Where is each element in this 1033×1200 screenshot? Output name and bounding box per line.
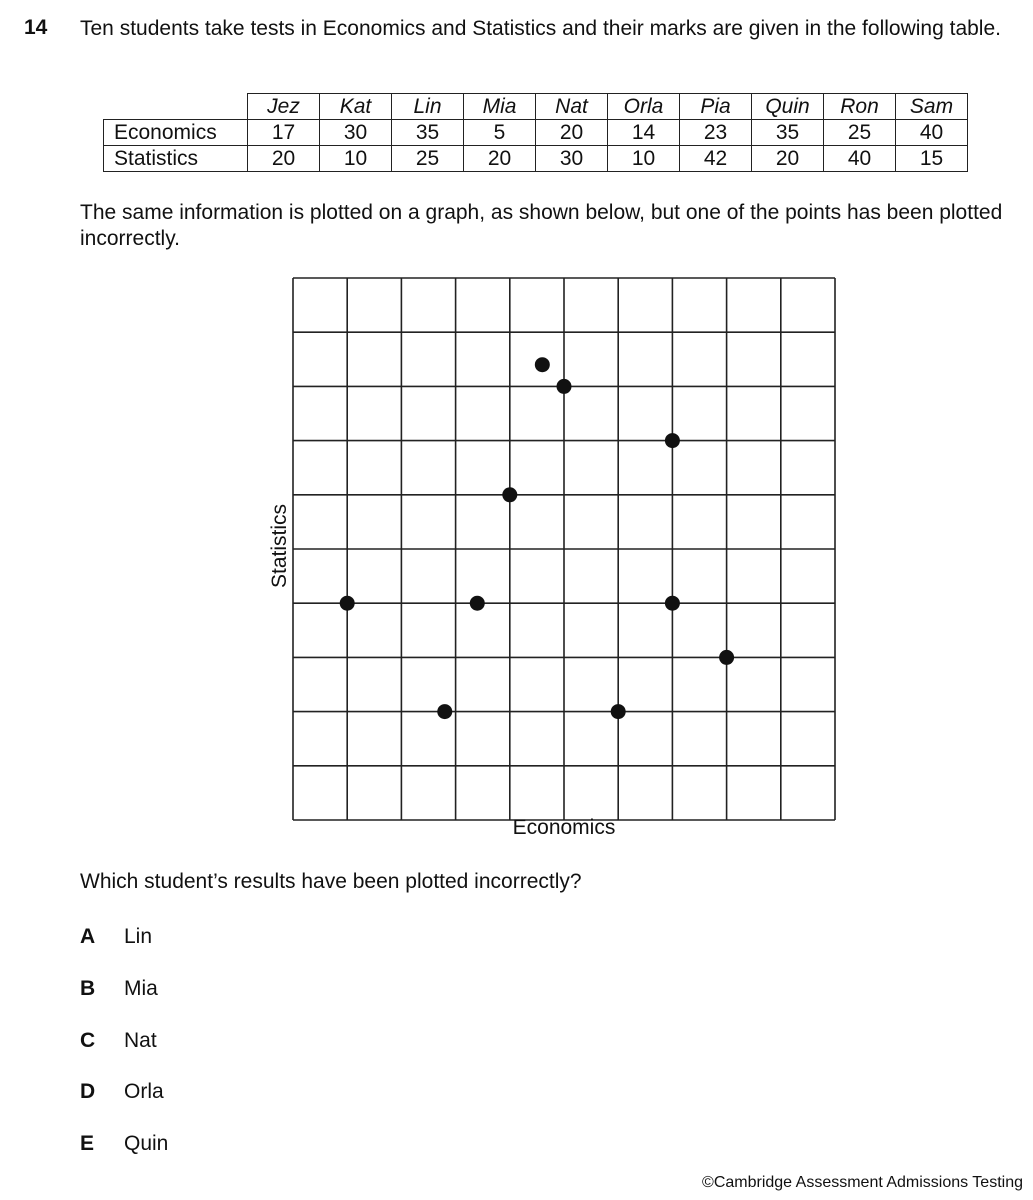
student-name: Ron — [824, 94, 896, 120]
option-letter: C — [80, 1029, 96, 1052]
x-axis-label: Economics — [512, 816, 616, 839]
copyright-notice: ©Cambridge Assessment Admissions Testing — [702, 1174, 1023, 1191]
question-number: 14 — [24, 16, 48, 39]
data-point — [557, 379, 572, 394]
table-cell: 17 — [248, 120, 320, 146]
question-statement: The same information is plotted on a graph, as shown below, but one of the points has been plotted incorrectly. — [80, 201, 1003, 250]
data-point — [611, 704, 626, 719]
row-label: Statistics — [104, 146, 248, 172]
table-cell: 25 — [392, 146, 464, 172]
data-point — [665, 596, 680, 611]
student-name: Jez — [248, 94, 320, 120]
data-point — [719, 650, 734, 665]
option-d[interactable] — [80, 1080, 164, 1106]
y-axis-label: Statistics — [268, 503, 291, 589]
student-name: Lin — [392, 94, 464, 120]
table-cell: 40 — [824, 146, 896, 172]
option-b[interactable] — [80, 977, 158, 1003]
option-letter: A — [80, 925, 96, 948]
table-cell: 5 — [464, 120, 536, 146]
option-text: Nat — [124, 1029, 157, 1052]
question-prompt: Which student’s results have been plotted incorrectly? — [80, 870, 582, 893]
option-text: Mia — [124, 977, 158, 1000]
table-cell: 40 — [896, 120, 968, 146]
option-text: Quin — [124, 1132, 169, 1155]
option-e[interactable] — [80, 1132, 168, 1158]
option-a[interactable] — [80, 925, 152, 951]
student-name: Sam — [896, 94, 968, 120]
student-name: Pia — [680, 94, 752, 120]
table-cell: 20 — [752, 146, 824, 172]
data-point — [437, 704, 452, 719]
option-text: Orla — [124, 1080, 164, 1103]
marks-table — [103, 93, 968, 172]
option-text: Lin — [124, 925, 153, 948]
table-header-row — [104, 94, 968, 120]
option-letter: B — [80, 977, 96, 1000]
table-cell: 14 — [608, 120, 680, 146]
data-point — [535, 357, 550, 372]
data-point — [470, 596, 485, 611]
table-cell: 35 — [392, 120, 464, 146]
option-c[interactable] — [80, 1029, 157, 1055]
data-point — [665, 433, 680, 448]
table-cell: 30 — [320, 120, 392, 146]
grid — [293, 278, 835, 820]
table-cell: 10 — [608, 146, 680, 172]
row-label: Economics — [104, 120, 248, 146]
table-row-statistics — [104, 146, 968, 172]
table-cell: 23 — [680, 120, 752, 146]
table-cell: 25 — [824, 120, 896, 146]
student-name: Nat — [536, 94, 608, 120]
option-letter: E — [80, 1132, 95, 1155]
table-cell: 35 — [752, 120, 824, 146]
student-name: Mia — [464, 94, 536, 120]
table-cell: 20 — [536, 120, 608, 146]
scatter-graph — [260, 268, 850, 848]
data-point — [340, 596, 355, 611]
table-cell: 20 — [248, 146, 320, 172]
table-cell: 10 — [320, 146, 392, 172]
student-name: Quin — [752, 94, 824, 120]
table-row-economics — [104, 120, 968, 146]
data-points — [340, 357, 734, 719]
table-corner — [104, 94, 248, 120]
student-name: Orla — [608, 94, 680, 120]
student-name: Kat — [320, 94, 392, 120]
table-cell: 42 — [680, 146, 752, 172]
table-cell: 15 — [896, 146, 968, 172]
table-cell: 20 — [464, 146, 536, 172]
table-cell: 30 — [536, 146, 608, 172]
option-letter: D — [80, 1080, 96, 1103]
question-intro: Ten students take tests in Economics and Statistics and their marks are given in the following table. — [80, 17, 1001, 40]
data-point — [502, 487, 517, 502]
